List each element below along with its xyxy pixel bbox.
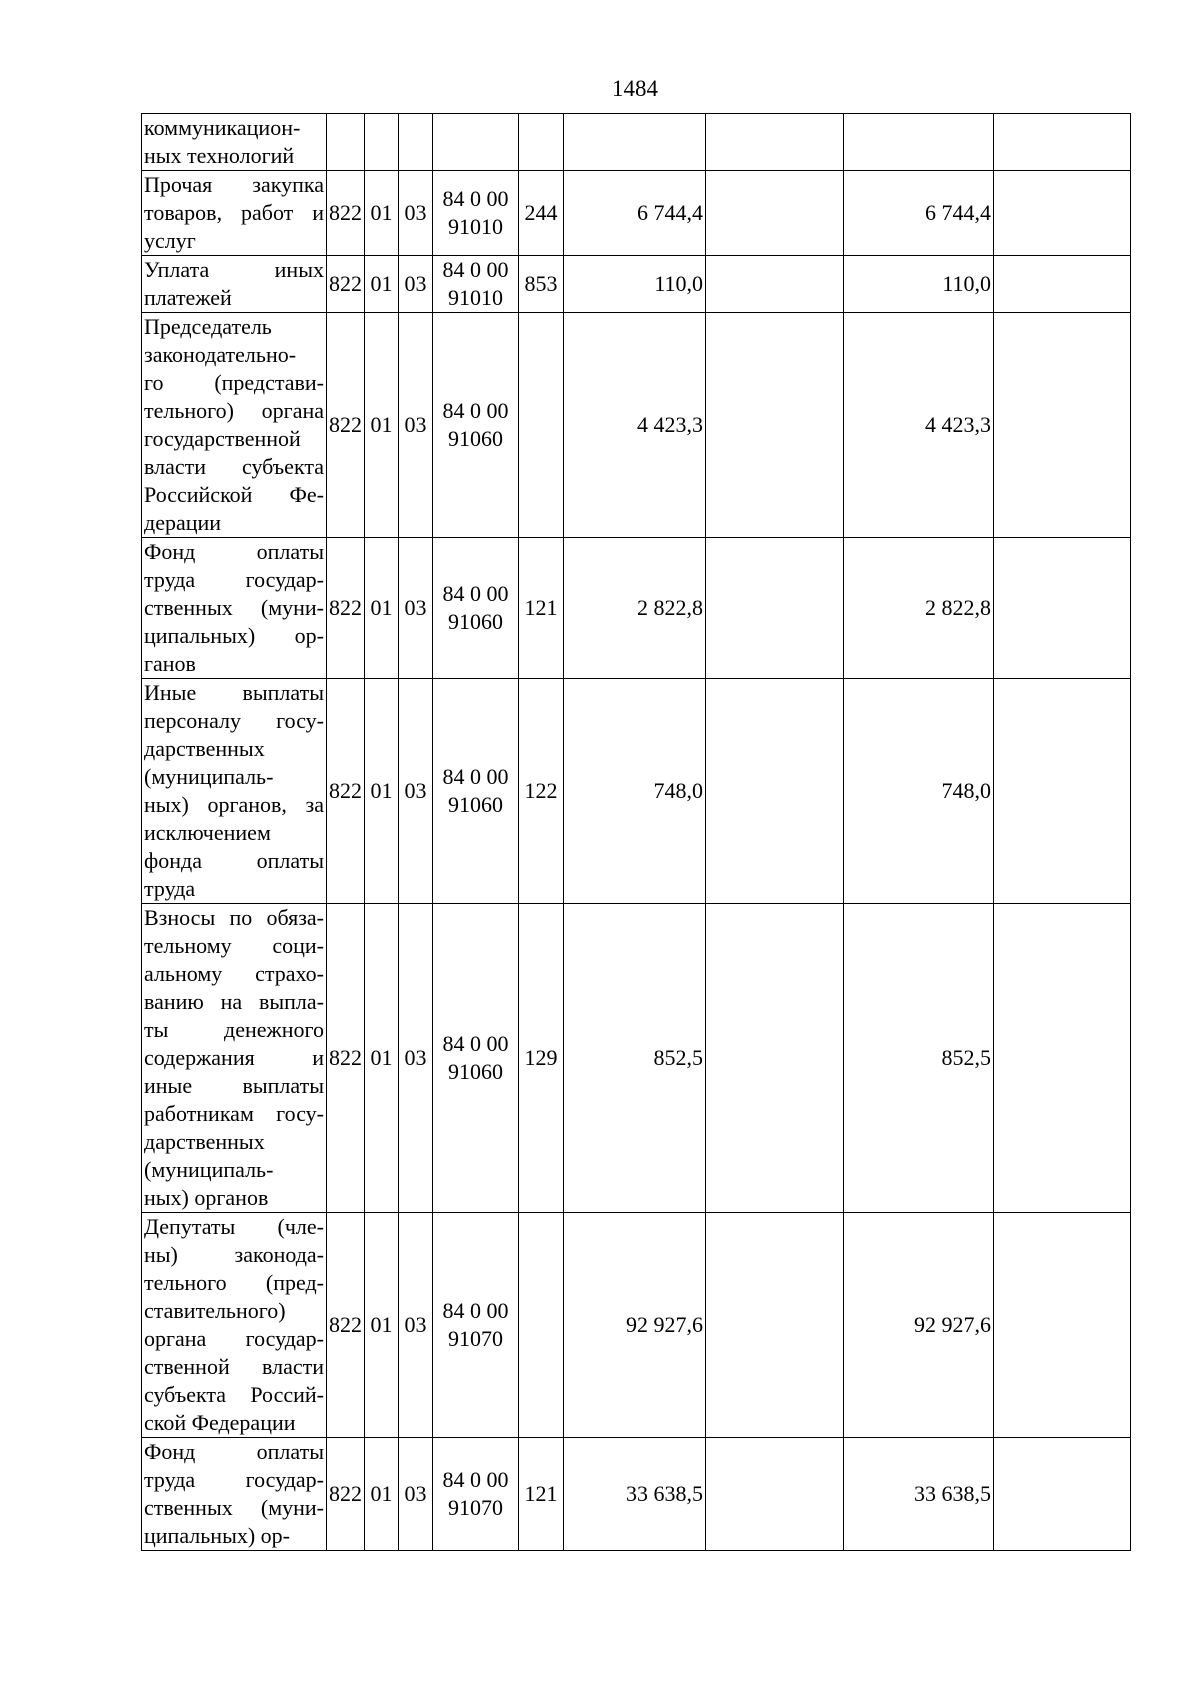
table-row: [142, 679, 1131, 904]
row-name-line: ственных (муни-: [144, 1495, 324, 1520]
cell-sum-2: 110,0: [844, 256, 994, 313]
row-name-line: Прочая закупка: [144, 172, 324, 197]
cell-gr: [327, 114, 365, 171]
cell-csr-line: 84 0 00: [442, 1467, 509, 1492]
cell-empty: [994, 256, 1131, 313]
row-name-line: товаров, работ и: [144, 200, 324, 225]
cell-rz: 01: [365, 904, 399, 1213]
cell-sum: 6 744,4: [564, 171, 706, 256]
cell-empty: [994, 679, 1131, 904]
row-name-line: коммуникацион-: [144, 115, 301, 140]
table-row: [142, 1438, 1131, 1551]
cell-vr: [519, 1213, 564, 1438]
cell-pr: 03: [399, 313, 433, 538]
cell-csr: [433, 114, 519, 171]
cell-csr-line: 91060: [448, 426, 503, 451]
row-name-line: Взносы по обяза-: [144, 905, 324, 930]
cell-csr-line: 84 0 00: [442, 398, 509, 423]
row-name-line: Фонд оплаты: [144, 1439, 324, 1464]
cell-csr-line: 84 0 00: [442, 581, 509, 606]
cell-empty: [706, 904, 844, 1213]
cell-sum-2: [844, 114, 994, 171]
cell-csr: [433, 1213, 519, 1438]
cell-empty: [994, 313, 1131, 538]
row-name-line: тельного (пред-: [144, 1270, 324, 1295]
row-name-line: ской Федерации: [144, 1410, 296, 1435]
cell-rz: 01: [365, 1213, 399, 1438]
row-name-line: субъекта Россий-: [144, 1382, 324, 1407]
cell-csr-line: 84 0 00: [442, 764, 509, 789]
cell-sum: 110,0: [564, 256, 706, 313]
cell-pr: 03: [399, 171, 433, 256]
row-name-line: иные выплаты: [144, 1073, 324, 1098]
row-name-line: Депутаты (чле-: [144, 1214, 324, 1239]
row-name: [142, 904, 327, 1213]
cell-sum-2: 6 744,4: [844, 171, 994, 256]
cell-pr: 03: [399, 904, 433, 1213]
row-name-line: персоналу госу-: [144, 708, 324, 733]
row-name-line: труда государ-: [144, 567, 324, 592]
cell-csr-line: 91060: [448, 609, 503, 634]
row-name-line: ных технологий: [144, 143, 295, 168]
cell-vr: [519, 313, 564, 538]
table-row: [142, 256, 1131, 313]
cell-vr: 853: [519, 256, 564, 313]
cell-vr: 121: [519, 1438, 564, 1551]
cell-gr: 822: [327, 256, 365, 313]
row-name: [142, 1213, 327, 1438]
budget-table: [141, 113, 1131, 1551]
cell-sum: 852,5: [564, 904, 706, 1213]
cell-csr: [433, 679, 519, 904]
row-name-line: ставительного): [144, 1298, 286, 1323]
cell-pr: 03: [399, 679, 433, 904]
table-row: [142, 1213, 1131, 1438]
row-name-line: (муниципаль-: [144, 764, 274, 789]
row-name-line: содержания и: [144, 1045, 324, 1070]
row-name-line: ганов: [144, 651, 196, 676]
cell-csr: [433, 171, 519, 256]
row-name-line: органа государ-: [144, 1326, 324, 1351]
cell-gr: 822: [327, 1438, 365, 1551]
row-name-line: дарственных: [144, 736, 265, 761]
row-name-line: ных) органов, за: [144, 792, 324, 817]
cell-csr: [433, 313, 519, 538]
table-body: [142, 114, 1131, 1551]
cell-gr: 822: [327, 538, 365, 679]
cell-sum-2: 92 927,6: [844, 1213, 994, 1438]
cell-rz: 01: [365, 313, 399, 538]
cell-csr: [433, 904, 519, 1213]
row-name-line: Председатель: [144, 314, 272, 339]
row-name-line: го (представи-: [144, 370, 324, 395]
row-name-line: тельного) органа: [144, 398, 324, 423]
cell-vr: 129: [519, 904, 564, 1213]
row-name-line: дерации: [144, 510, 222, 535]
cell-pr: [399, 114, 433, 171]
cell-sum-2: 2 822,8: [844, 538, 994, 679]
cell-gr: 822: [327, 1213, 365, 1438]
cell-empty: [994, 904, 1131, 1213]
cell-empty: [706, 256, 844, 313]
cell-sum: [564, 114, 706, 171]
table-row: [142, 538, 1131, 679]
cell-csr: [433, 256, 519, 313]
cell-empty: [994, 171, 1131, 256]
table-row: [142, 313, 1131, 538]
row-name-line: фонда оплаты: [144, 848, 324, 873]
table-row: [142, 904, 1131, 1213]
row-name-line: труда государ-: [144, 1467, 324, 1492]
row-name-line: труда: [144, 876, 196, 901]
cell-sum: 4 423,3: [564, 313, 706, 538]
cell-pr: 03: [399, 1213, 433, 1438]
cell-empty: [994, 1438, 1131, 1551]
row-name-line: власти субъекта: [144, 454, 324, 479]
row-name-line: услуг: [144, 228, 196, 253]
cell-sum-2: 748,0: [844, 679, 994, 904]
row-name-line: (муниципаль-: [144, 1157, 274, 1182]
cell-pr: 03: [399, 256, 433, 313]
cell-sum: 92 927,6: [564, 1213, 706, 1438]
cell-rz: 01: [365, 679, 399, 904]
cell-empty: [994, 538, 1131, 679]
cell-empty: [706, 171, 844, 256]
cell-vr: 244: [519, 171, 564, 256]
row-name-line: ципальных) ор-: [144, 1523, 290, 1548]
cell-vr: 122: [519, 679, 564, 904]
cell-vr: 121: [519, 538, 564, 679]
cell-empty: [706, 313, 844, 538]
row-name-line: альному страхо-: [144, 961, 324, 986]
cell-csr-line: 91070: [448, 1326, 503, 1351]
cell-gr: 822: [327, 904, 365, 1213]
row-name: [142, 313, 327, 538]
row-name-line: работникам госу-: [144, 1101, 324, 1126]
cell-empty: [706, 1438, 844, 1551]
row-name-line: ванию на выпла-: [144, 989, 324, 1014]
row-name-line: исключением: [144, 820, 271, 845]
cell-gr: 822: [327, 171, 365, 256]
cell-sum: 2 822,8: [564, 538, 706, 679]
row-name-line: ственных (муни-: [144, 595, 324, 620]
cell-empty: [706, 114, 844, 171]
row-name-line: ты денежного: [144, 1017, 324, 1042]
row-name-line: тельному соци-: [144, 933, 324, 958]
cell-csr: [433, 1438, 519, 1551]
row-name-line: ных) органов: [144, 1185, 269, 1210]
cell-sum: 33 638,5: [564, 1438, 706, 1551]
cell-csr: [433, 538, 519, 679]
cell-rz: 01: [365, 171, 399, 256]
cell-vr: [519, 114, 564, 171]
row-name: [142, 679, 327, 904]
cell-rz: 01: [365, 1438, 399, 1551]
row-name: [142, 114, 327, 171]
row-name: [142, 171, 327, 256]
cell-csr-line: 91070: [448, 1495, 503, 1520]
cell-rz: [365, 114, 399, 171]
cell-gr: 822: [327, 313, 365, 538]
cell-empty: [994, 114, 1131, 171]
row-name-line: платежей: [144, 285, 232, 310]
cell-csr-line: 91010: [448, 214, 503, 239]
cell-csr-line: 84 0 00: [442, 1298, 509, 1323]
cell-csr-line: 84 0 00: [442, 1031, 509, 1056]
cell-empty: [706, 1213, 844, 1438]
row-name-line: Иные выплаты: [144, 680, 324, 705]
cell-sum-2: 4 423,3: [844, 313, 994, 538]
row-name-line: государственной: [144, 426, 301, 451]
cell-csr-line: 91060: [448, 1059, 503, 1084]
row-name-line: законодательно-: [144, 342, 297, 367]
cell-rz: 01: [365, 256, 399, 313]
row-name: [142, 256, 327, 313]
page-number: 1484: [612, 76, 658, 101]
row-name: [142, 1438, 327, 1551]
row-name-line: дарственных: [144, 1129, 265, 1154]
cell-sum: 748,0: [564, 679, 706, 904]
cell-sum-2: 852,5: [844, 904, 994, 1213]
cell-empty: [994, 1213, 1131, 1438]
row-name-line: Российской Фе-: [144, 482, 324, 507]
cell-rz: 01: [365, 538, 399, 679]
row-name: [142, 538, 327, 679]
row-name-line: ственной власти: [144, 1354, 324, 1379]
cell-csr-line: 91060: [448, 792, 503, 817]
cell-csr-line: 84 0 00: [442, 257, 509, 282]
row-name-line: Фонд оплаты: [144, 539, 324, 564]
cell-sum-2: 33 638,5: [844, 1438, 994, 1551]
row-name-line: ципальных) ор-: [144, 623, 324, 648]
table-row: [142, 171, 1131, 256]
cell-csr-line: 84 0 00: [442, 186, 509, 211]
cell-empty: [706, 538, 844, 679]
cell-pr: 03: [399, 538, 433, 679]
row-name-line: ны) законода-: [144, 1242, 324, 1267]
row-name-line: Уплата иных: [144, 257, 324, 282]
cell-pr: 03: [399, 1438, 433, 1551]
table-row: [142, 114, 1131, 171]
cell-gr: 822: [327, 679, 365, 904]
cell-empty: [706, 679, 844, 904]
cell-csr-line: 91010: [448, 285, 503, 310]
